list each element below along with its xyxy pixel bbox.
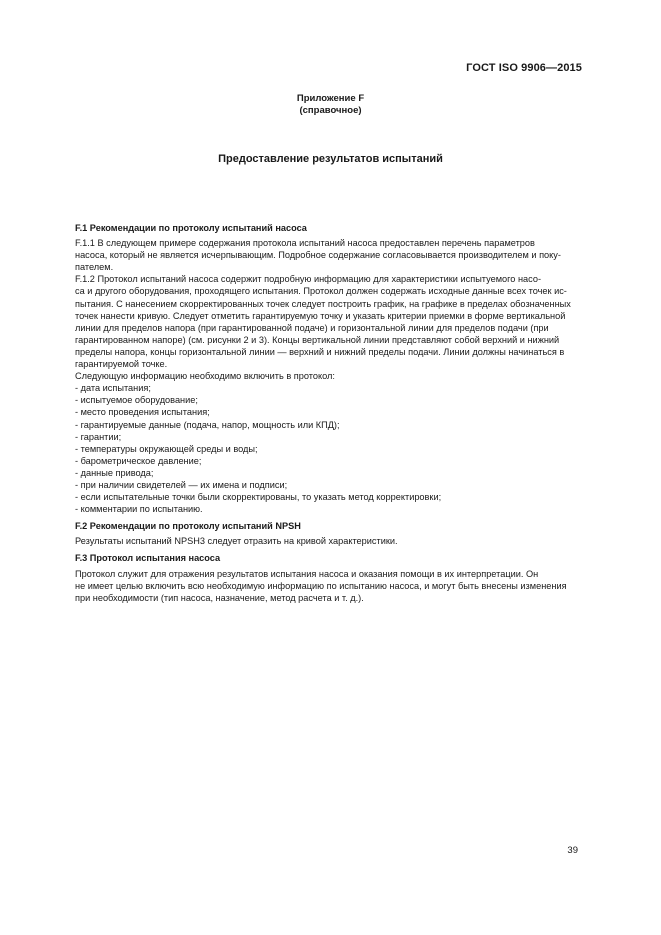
text-line: F.1.2 Протокол испытаний насоса содержит подробную информацию для характеристики испытуемого насо- bbox=[75, 274, 541, 285]
list-item: - температуры окружающей среды и воды; bbox=[75, 443, 258, 454]
page-number: 39 bbox=[567, 845, 578, 856]
text-line: F.1.1 В следующем примере содержания протокола испытаний насоса предоставлен перечень параметров bbox=[75, 238, 535, 249]
paragraph-f1-2 bbox=[75, 273, 585, 370]
text-line: пытания. С нанесением скорректированных точек следует построить график, на графике в пределах обозначенных bbox=[75, 298, 571, 309]
list-intro: Следующую информацию необходимо включить в протокол: bbox=[75, 371, 335, 382]
text-line: линии для пределов напора (при гарантированной подаче) и горизонтальной линии для пределов подачи (при bbox=[75, 322, 549, 333]
appendix-title: Приложение F bbox=[296, 93, 365, 104]
list-item: - испытуемое оборудование; bbox=[75, 395, 198, 406]
text-line: при необходимости (тип насоса, назначение, метод расчета и т. д.). bbox=[75, 592, 364, 603]
document-title: Предоставление результатов испытаний bbox=[218, 153, 443, 165]
paragraph-f3 bbox=[75, 568, 585, 604]
text-line: точек нанести кривую. Следует отметить гарантируемую точку и указать критерии приемки в форме вертикальной bbox=[75, 310, 566, 321]
list-item: - гарантируемые данные (подача, напор, мощность или КПД); bbox=[75, 419, 340, 430]
text-line: пределы напора, концы горизонтальной линии — верхний и нижний пределы подачи. Линии должны начинаться в bbox=[75, 346, 565, 357]
list-item: - при наличии свидетелей — их имена и подписи; bbox=[75, 479, 288, 490]
list-item: - комментарии по испытанию. bbox=[75, 504, 203, 515]
section-f1-heading: F.1 Рекомендации по протоколу испытаний насоса bbox=[75, 223, 307, 233]
text-line: са и другого оборудования, проходящего испытания. Протокол должен содержать исходные данные всех точек ис- bbox=[75, 286, 567, 297]
appendix-subtitle: (справочное) bbox=[299, 105, 362, 116]
section-f2-text: Результаты испытаний NPSH3 следует отразить на кривой характеристики. bbox=[75, 536, 398, 547]
section-f2-heading: F.2 Рекомендации по протоколу испытаний NPSH bbox=[75, 521, 301, 532]
list-item: - барометрическое давление; bbox=[75, 455, 202, 466]
paragraph-f1-1 bbox=[75, 237, 585, 273]
list-item: - место проведения испытания; bbox=[75, 407, 210, 418]
document-body bbox=[75, 222, 585, 604]
text-line: Протокол служит для отражения результатов испытания насоса и оказания помощи в их интерпретации. Он bbox=[75, 568, 539, 579]
text-line: насоса, который не является исчерпывающим. Подробное содержание согласовывается производителем и поку- bbox=[75, 250, 561, 261]
list-item: - дата испытания; bbox=[75, 383, 151, 394]
text-line: пателем. bbox=[75, 262, 114, 273]
text-line: не имеет целью включить всю необходимую информацию по испытанию насоса, и могут быть внесены изменения bbox=[75, 580, 567, 591]
list-item: - если испытательные точки были скорректированы, то указать метод корректировки; bbox=[75, 492, 442, 503]
info-list bbox=[75, 382, 585, 515]
standard-code: ГОСТ ISO 9906—2015 bbox=[466, 62, 582, 74]
section-f3-heading: F.3 Протокол испытания насоса bbox=[75, 553, 221, 564]
list-item: - данные привода; bbox=[75, 467, 154, 478]
text-line: гарантированном напоре) (см. рисунки 2 и 3). Концы вертикальной линии представляют собой верхний и нижний bbox=[75, 334, 560, 345]
list-item: - гарантии; bbox=[75, 431, 122, 442]
text-line: гарантируемой точке. bbox=[75, 359, 168, 370]
